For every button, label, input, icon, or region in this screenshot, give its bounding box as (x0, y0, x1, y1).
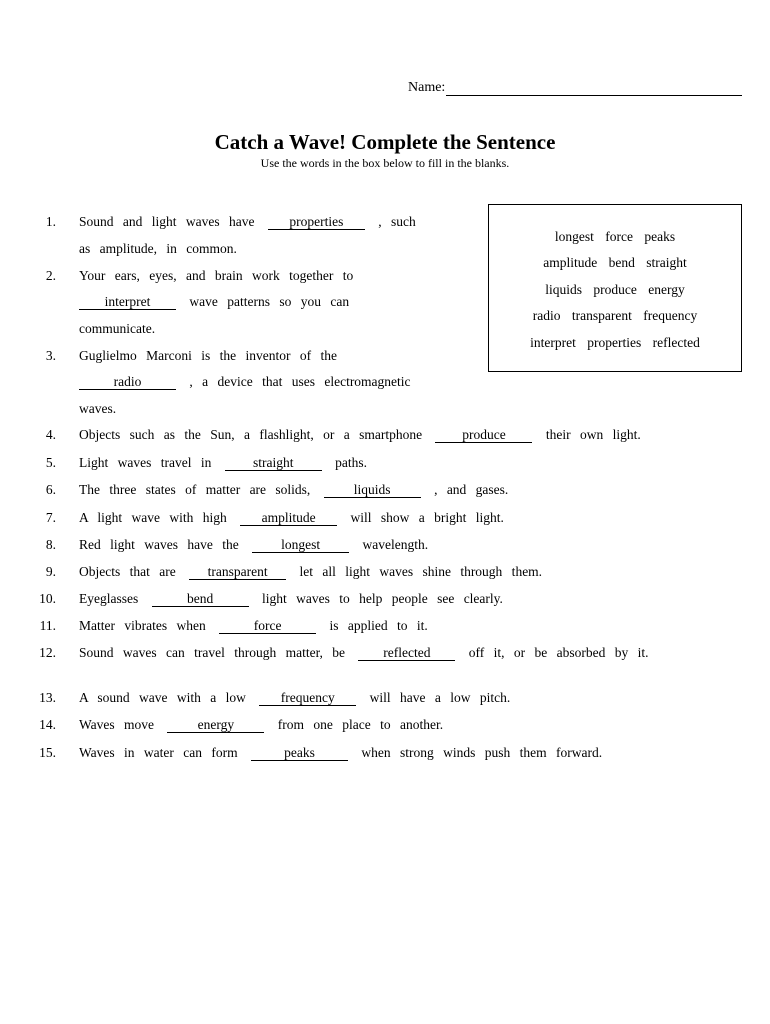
answer-blank[interactable]: interpret (79, 295, 176, 310)
question-text: Objects that are transparent let all light waves shine through them. (79, 564, 543, 579)
question-text: Waves in water can form peaks when strong winds push them forward. (79, 745, 603, 760)
question-number: 8. (45, 537, 56, 552)
question-text: Waves move energy from one place to another. (79, 717, 444, 732)
question-number: 2. (45, 268, 56, 283)
word-bank-word: reflected (652, 335, 700, 350)
answer-blank[interactable]: frequency (259, 691, 356, 706)
page-subtitle: Use the words in the box below to fill in the blanks. (260, 156, 510, 170)
question-text: as amplitude, in common. (79, 241, 237, 256)
answer-blank[interactable]: energy (167, 718, 264, 733)
question-text: Red light waves have the longest wavelength. (79, 537, 429, 552)
word-bank-word: amplitude (543, 255, 598, 270)
question-text: Eyeglasses bend light waves to help people see clearly. (79, 591, 503, 606)
question-text: waves. (79, 401, 117, 416)
answer-blank[interactable]: produce (435, 428, 532, 443)
answer-blank[interactable]: amplitude (240, 511, 337, 526)
question-number: 12. (39, 645, 56, 660)
question-text: communicate. (79, 321, 156, 336)
answer-blank[interactable]: longest (252, 538, 349, 553)
word-bank-row (489, 308, 741, 324)
word-bank-row (489, 335, 741, 351)
word-bank-word: bend (608, 255, 635, 270)
question-text: Objects such as the Sun, a flashlight, or a smartphone produce their own light. (79, 427, 641, 442)
question-text: A sound wave with a low frequency will have a low pitch. (79, 690, 511, 705)
question-text: Matter vibrates when force is applied to it. (79, 618, 428, 633)
page-title: Catch a Wave! Complete the Sentence (214, 130, 556, 154)
word-bank-word: transparent (571, 308, 632, 323)
question-number: 13. (39, 690, 56, 705)
question-text: radio , a device that uses electromagnetic (79, 374, 411, 390)
question-number: 3. (45, 348, 56, 363)
question-number: 7. (45, 510, 56, 525)
question-number: 4. (45, 427, 56, 442)
word-bank-word: interpret (530, 335, 576, 350)
question-number: 6. (45, 482, 56, 497)
question-text: Your ears, eyes, and brain work together to (79, 268, 354, 283)
word-bank-row (489, 282, 741, 298)
word-bank-word: properties (587, 335, 642, 350)
word-bank-row (489, 255, 741, 271)
word-bank-word: radio (532, 308, 561, 323)
question-text: interpret wave patterns so you can (79, 294, 349, 310)
answer-blank[interactable]: reflected (358, 646, 455, 661)
answer-blank[interactable]: peaks (251, 746, 348, 761)
question-number: 1. (45, 214, 56, 229)
question-text: A light wave with high amplitude will show a bright light. (79, 510, 504, 525)
question-text: Sound waves can travel through matter, be reflected off it, or be absorbed by it. (79, 645, 649, 660)
question-text: The three states of matter are solids, liquids , and gases. (79, 482, 509, 497)
word-bank-word: produce (593, 282, 637, 297)
question-number: 15. (39, 745, 56, 760)
word-bank-word: frequency (643, 308, 698, 323)
answer-blank[interactable]: radio (79, 375, 176, 390)
question-number: 9. (45, 564, 56, 579)
question-number: 5. (45, 455, 56, 470)
word-bank-row (489, 229, 741, 245)
word-bank-word: liquids (545, 282, 583, 297)
answer-blank[interactable]: force (219, 619, 316, 634)
answer-blank[interactable]: transparent (189, 565, 286, 580)
word-bank-word: energy (648, 282, 685, 297)
word-bank (488, 204, 742, 372)
word-bank-word: peaks (644, 229, 676, 244)
question-number: 11. (39, 618, 56, 633)
question-text: Light waves travel in straight paths. (79, 455, 367, 470)
word-bank-word: longest (554, 229, 594, 244)
answer-blank[interactable]: bend (152, 592, 249, 607)
name-blank[interactable] (446, 78, 742, 96)
question-number: 10. (39, 591, 56, 606)
answer-blank[interactable]: properties (268, 215, 365, 230)
question-number: 14. (39, 717, 56, 732)
answer-blank[interactable]: liquids (324, 483, 421, 498)
question-text: Guglielmo Marconi is the inventor of the (79, 348, 337, 363)
name-field (408, 78, 742, 96)
answer-blank[interactable]: straight (225, 456, 322, 471)
name-label: Name: (408, 80, 446, 95)
word-bank-word: force (605, 229, 633, 244)
word-bank-word: straight (646, 255, 687, 270)
question-text: Sound and light waves have properties , such (79, 214, 416, 229)
